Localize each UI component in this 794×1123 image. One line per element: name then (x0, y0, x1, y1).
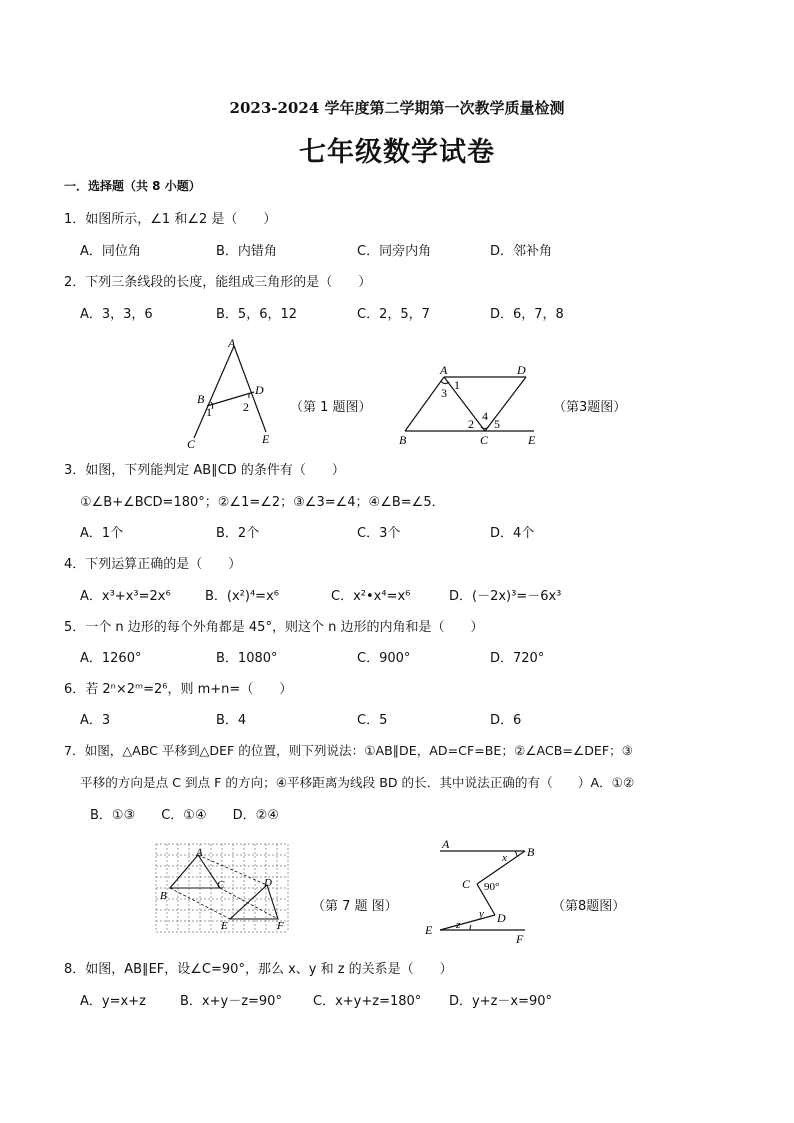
question-7-line-1: 7．如图，△ABC 平移到△DEF 的位置，则下列说法：①AB∥DE，AD=CF=BE；②∠ACB=∠DEF；③ (64, 743, 633, 758)
question-1-stem: 1．如图所示，∠1 和∠2 是（ ） (64, 212, 277, 227)
q2-option-b: B．5，6，12 (216, 307, 298, 322)
fig3-label-a: A (440, 363, 448, 377)
q1-option-c: C．同旁内角 (357, 244, 432, 259)
exam-title: 七年级数学试卷 (299, 137, 495, 168)
fig3-angle-2: 2 (468, 417, 474, 431)
question-6-stem: 6．若 2ⁿ×2ᵐ=2⁶，则 m+n=（ ） (64, 682, 293, 697)
section-heading: 一．选择题（共 8 小题） (64, 179, 201, 193)
figure-7-grid-diagram (152, 842, 294, 934)
fig8-label-f: F (516, 932, 524, 946)
q5-option-a: A．1260° (80, 651, 142, 666)
exam-subtitle: 2023-2024 学年度第二学期第一次教学质量检测 (229, 99, 565, 117)
q3-option-b: B．2个 (216, 526, 260, 541)
q4-option-c: C．x²•x⁴=x⁶ (331, 589, 411, 604)
q4-option-b: B．(x²)⁴=x⁶ (205, 589, 279, 604)
question-3-conditions: ①∠B+∠BCD=180°；②∠1=∠2；③∠3=∠4；④∠B=∠5． (80, 495, 445, 510)
q2-option-a: A．3，3，6 (80, 307, 153, 322)
figure-8-caption: （第8题图） (552, 899, 626, 914)
question-7-line-3: B．①③ C．①④ D．②④ (90, 808, 279, 823)
fig1-angle-2: 2 (243, 400, 249, 414)
fig7-label-b: B (160, 890, 167, 902)
figure-1-diagram (180, 332, 290, 454)
q1-option-d: D．邻补角 (490, 244, 553, 259)
fig3-angle-3: 3 (441, 386, 447, 400)
figure-3-diagram (393, 360, 543, 450)
fig1-label-a: A (228, 336, 236, 350)
fig7-label-f: F (277, 920, 284, 932)
fig8-label-a: A (442, 837, 450, 851)
figure-3-caption: （第3题图） (553, 400, 627, 415)
q1-option-b: B．内错角 (216, 244, 277, 259)
fig1-label-d: D (255, 383, 264, 397)
fig8-angle-y: y (479, 908, 484, 920)
fig8-right-angle: 90° (484, 881, 500, 893)
fig3-label-c: C (480, 433, 489, 447)
figure-7-caption: （第 7 题 图） (312, 899, 398, 914)
fig3-label-b: B (399, 433, 407, 447)
question-3-stem: 3．如图，下列能判定 AB∥CD 的条件有（ ） (64, 463, 345, 478)
fig7-label-d: D (264, 877, 272, 889)
fig8-label-e: E (425, 923, 433, 937)
q8-option-b: B．x+y－z=90° (180, 994, 282, 1009)
q3-option-a: A．1个 (80, 526, 124, 541)
fig3-angle-5: 5 (494, 417, 500, 431)
question-7-line-2: 平移的方向是点 C 到点 F 的方向；④平移距离为线段 BD 的长．其中说法正确的有（ ）A．①② (80, 775, 635, 790)
q6-option-d: D．6 (490, 713, 522, 728)
fig8-label-b: B (527, 845, 535, 859)
fig1-label-e: E (262, 432, 270, 446)
fig8-angle-z: z (456, 919, 461, 931)
q3-option-d: D．4个 (490, 526, 535, 541)
q2-option-c: C．2，5，7 (357, 307, 430, 322)
q5-option-c: C．900° (357, 651, 411, 666)
fig3-label-d: D (517, 363, 526, 377)
fig8-label-c: C (462, 877, 471, 891)
fig1-label-b: B (197, 392, 205, 406)
fig7-label-c: C (217, 879, 225, 891)
q8-option-c: C．x+y+z=180° (313, 994, 422, 1009)
fig3-label-e: E (528, 433, 536, 447)
q3-option-c: C．3个 (357, 526, 401, 541)
q4-option-d: D．(－2x)³=－6x³ (449, 589, 562, 604)
fig8-label-d: D (497, 911, 506, 925)
q6-option-b: B．4 (216, 713, 247, 728)
question-8-stem: 8．如图，AB∥EF，设∠C=90°，那么 x、y 和 z 的关系是（ ） (64, 962, 453, 977)
fig3-angle-4: 4 (482, 409, 488, 423)
fig8-angle-x: x (502, 852, 507, 864)
figure-1-caption: （第 1 题图） (290, 400, 372, 415)
fig1-angle-1: 1 (206, 405, 212, 419)
q6-option-a: A．3 (80, 713, 111, 728)
fig3-angle-1: 1 (454, 378, 460, 392)
q5-option-d: D．720° (490, 651, 545, 666)
q8-option-d: D．y+z－x=90° (449, 994, 553, 1009)
q2-option-d: D．6，7，8 (490, 307, 564, 322)
q5-option-b: B．1080° (216, 651, 278, 666)
fig7-label-e: E (221, 920, 228, 932)
fig1-label-c: C (187, 437, 196, 451)
question-4-stem: 4．下列运算正确的是（ ） (64, 557, 242, 572)
q1-option-a: A．同位角 (80, 244, 141, 259)
fig7-label-a: A (196, 847, 203, 859)
q6-option-c: C．5 (357, 713, 388, 728)
q8-option-a: A．y=x+z (80, 994, 146, 1009)
question-2-stem: 2．下列三条线段的长度，能组成三角形的是（ ） (64, 275, 372, 290)
q4-option-a: A．x³+x³=2x⁶ (80, 589, 171, 604)
question-5-stem: 5．一个 n 边形的每个外角都是 45°，则这个 n 边形的内角和是（ ） (64, 620, 484, 635)
figure-8-diagram (420, 836, 536, 948)
